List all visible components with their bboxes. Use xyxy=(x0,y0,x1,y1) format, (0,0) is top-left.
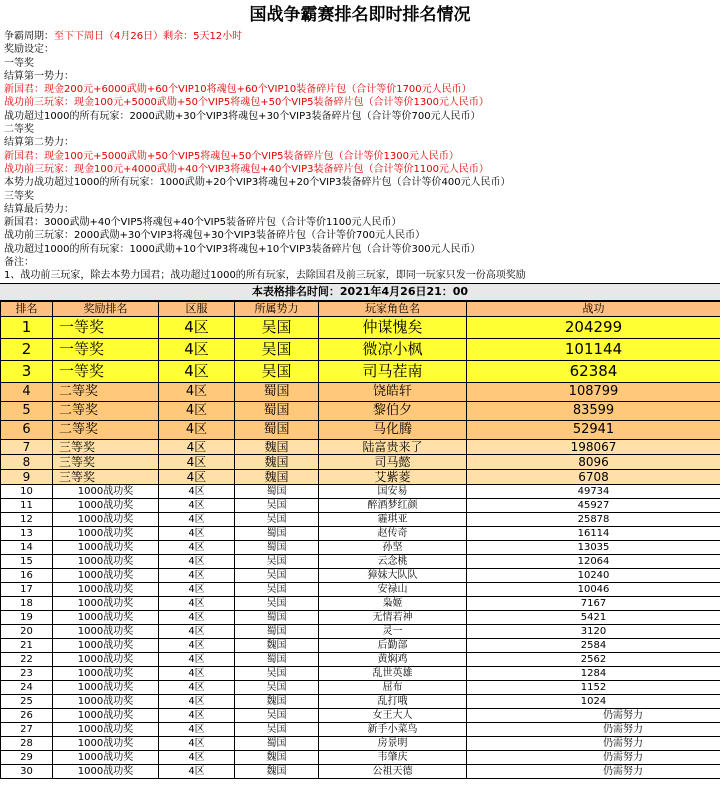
award-cell: 三等奖 xyxy=(53,454,159,469)
merit-cell: 52941 xyxy=(467,420,720,439)
table-row xyxy=(1,624,720,638)
player-name-cell: 后勤部 xyxy=(319,638,467,652)
server-cell: 4区 xyxy=(159,382,235,401)
faction-cell: 魏国 xyxy=(235,469,319,484)
faction-cell: 吴国 xyxy=(235,568,319,582)
period-line xyxy=(4,30,720,43)
table-row xyxy=(1,736,720,750)
server-cell: 4区 xyxy=(159,540,235,554)
player-name-cell: 黎伯夕 xyxy=(319,401,467,420)
column-header: 排名 xyxy=(1,301,53,316)
rank-cell: 30 xyxy=(1,764,53,778)
server-cell: 4区 xyxy=(159,624,235,638)
player-name-cell: 国安易 xyxy=(319,484,467,498)
merit-cell: 204299 xyxy=(467,316,720,338)
table-row xyxy=(1,582,720,596)
table-row xyxy=(1,498,720,512)
merit-cell: 62384 xyxy=(467,360,720,382)
table-row xyxy=(1,638,720,652)
award-cell: 1000战功奖 xyxy=(53,708,159,722)
faction-cell: 蜀国 xyxy=(235,420,319,439)
merit-cell: 10240 xyxy=(467,568,720,582)
award-cell: 二等奖 xyxy=(53,420,159,439)
award-cell: 1000战功奖 xyxy=(53,624,159,638)
merit-cell: 仍需努力 xyxy=(467,764,720,778)
table-row xyxy=(1,568,720,582)
table-row xyxy=(1,484,720,498)
server-cell: 4区 xyxy=(159,484,235,498)
rank-cell: 22 xyxy=(1,652,53,666)
merit-cell: 1024 xyxy=(467,694,720,708)
table-row xyxy=(1,454,720,469)
award-cell: 一等奖 xyxy=(53,316,159,338)
award-cell: 1000战功奖 xyxy=(53,526,159,540)
rank-cell: 1 xyxy=(1,316,53,338)
rank-cell: 23 xyxy=(1,666,53,680)
reward-line: 战功超过1000的所有玩家：1000武勋+10个VIP3将魂包+10个VIP3装备碎片包（合计等价300元人民币） xyxy=(4,243,481,255)
faction-cell: 吴国 xyxy=(235,498,319,512)
faction-cell: 吴国 xyxy=(235,666,319,680)
reward-line: 一等奖 xyxy=(4,57,34,69)
player-name-cell: 女王大人 xyxy=(319,708,467,722)
table-row xyxy=(1,439,720,454)
server-cell: 4区 xyxy=(159,439,235,454)
rank-cell: 26 xyxy=(1,708,53,722)
award-cell: 一等奖 xyxy=(53,338,159,360)
table-row xyxy=(1,382,720,401)
player-name-cell: 屈布 xyxy=(319,680,467,694)
table-row xyxy=(1,401,720,420)
rank-cell: 14 xyxy=(1,540,53,554)
reward-line: 新国君：3000武勋+40个VIP5将魂包+40个VIP5装备碎片包（合计等价1100元人民币） xyxy=(4,217,402,229)
reward-line: 新国君：现金100元+5000武勋+50个VIP5将魂包+50个VIP5装备碎片包（合计等价1300元人民币） xyxy=(4,150,459,162)
faction-cell: 蜀国 xyxy=(235,610,319,624)
award-cell: 一等奖 xyxy=(53,360,159,382)
merit-cell: 49734 xyxy=(467,484,720,498)
rank-cell: 8 xyxy=(1,454,53,469)
server-cell: 4区 xyxy=(159,360,235,382)
period-label: 争霸周期： xyxy=(4,31,54,42)
merit-cell: 5421 xyxy=(467,610,720,624)
award-cell: 1000战功奖 xyxy=(53,750,159,764)
player-name-cell: 陆富贵来了 xyxy=(319,439,467,454)
table-row xyxy=(1,708,720,722)
merit-cell: 101144 xyxy=(467,338,720,360)
table-header-row xyxy=(1,301,720,316)
faction-cell: 吴国 xyxy=(235,722,319,736)
table-row xyxy=(1,360,720,382)
merit-cell: 108799 xyxy=(467,382,720,401)
table-title: 本表格排名时间：2021年4月26日21：00 xyxy=(0,283,720,301)
rank-cell: 17 xyxy=(1,582,53,596)
reward-line: 奖励设定： xyxy=(4,44,54,56)
rank-cell: 10 xyxy=(1,484,53,498)
award-cell: 1000战功奖 xyxy=(53,610,159,624)
award-cell: 1000战功奖 xyxy=(53,638,159,652)
server-cell: 4区 xyxy=(159,401,235,420)
merit-cell: 仍需努力 xyxy=(467,708,720,722)
award-cell: 1000战功奖 xyxy=(53,554,159,568)
reward-line: 1、战功前三玩家，除去本势力国君；战功超过1000的所有玩家，去除国君及前三玩家，即同一玩家只发一份高项奖励 xyxy=(4,270,526,282)
server-cell: 4区 xyxy=(159,316,235,338)
rank-cell: 27 xyxy=(1,722,53,736)
rank-cell: 28 xyxy=(1,736,53,750)
reward-line: 结算第一势力： xyxy=(4,70,74,82)
server-cell: 4区 xyxy=(159,694,235,708)
merit-cell: 10046 xyxy=(467,582,720,596)
reward-lines xyxy=(4,43,720,282)
rank-cell: 5 xyxy=(1,401,53,420)
player-name-cell: 房景明 xyxy=(319,736,467,750)
server-cell: 4区 xyxy=(159,666,235,680)
merit-cell: 198067 xyxy=(467,439,720,454)
reward-line: 三等奖 xyxy=(4,190,34,202)
faction-cell: 吴国 xyxy=(235,708,319,722)
reward-line: 备注： xyxy=(4,257,34,269)
rank-cell: 3 xyxy=(1,360,53,382)
award-cell: 1000战功奖 xyxy=(53,540,159,554)
award-cell: 1000战功奖 xyxy=(53,484,159,498)
player-name-cell: 司马茬南 xyxy=(319,360,467,382)
server-cell: 4区 xyxy=(159,469,235,484)
merit-cell: 3120 xyxy=(467,624,720,638)
server-cell: 4区 xyxy=(159,498,235,512)
table-row xyxy=(1,526,720,540)
award-cell: 1000战功奖 xyxy=(53,568,159,582)
player-name-cell: 乱打哦 xyxy=(319,694,467,708)
player-name-cell: 霾琪亚 xyxy=(319,512,467,526)
reward-line: 结算最后势力： xyxy=(4,203,74,215)
table-row xyxy=(1,338,720,360)
award-cell: 1000战功奖 xyxy=(53,694,159,708)
server-cell: 4区 xyxy=(159,652,235,666)
period-value: 至下下周日（4月26日）剩余：5天12小时 xyxy=(54,31,243,42)
player-name-cell: 云念桃 xyxy=(319,554,467,568)
server-cell: 4区 xyxy=(159,750,235,764)
table-row xyxy=(1,469,720,484)
faction-cell: 吴国 xyxy=(235,582,319,596)
award-cell: 1000战功奖 xyxy=(53,512,159,526)
merit-cell: 12064 xyxy=(467,554,720,568)
merit-cell: 2562 xyxy=(467,652,720,666)
server-cell: 4区 xyxy=(159,736,235,750)
faction-cell: 蜀国 xyxy=(235,652,319,666)
award-cell: 1000战功奖 xyxy=(53,736,159,750)
server-cell: 4区 xyxy=(159,582,235,596)
merit-cell: 6708 xyxy=(467,469,720,484)
faction-cell: 蜀国 xyxy=(235,382,319,401)
server-cell: 4区 xyxy=(159,512,235,526)
table-row xyxy=(1,554,720,568)
rank-cell: 9 xyxy=(1,469,53,484)
rank-cell: 12 xyxy=(1,512,53,526)
player-name-cell: 孙坚 xyxy=(319,540,467,554)
faction-cell: 蜀国 xyxy=(235,736,319,750)
reward-line: 本势力战功超过1000的所有玩家：1000武勋+20个VIP3将魂包+20个VIP3装备碎片包（合计等价400元人民币） xyxy=(4,177,511,189)
award-cell: 1000战功奖 xyxy=(53,596,159,610)
server-cell: 4区 xyxy=(159,708,235,722)
player-name-cell: 乱世英雄 xyxy=(319,666,467,680)
reward-line: 新国君：现金200元+6000武勋+60个VIP10将魂包+60个VIP10装备碎片包（合计等价1700元人民币） xyxy=(4,84,472,96)
rank-cell: 18 xyxy=(1,596,53,610)
faction-cell: 魏国 xyxy=(235,750,319,764)
rank-cell: 13 xyxy=(1,526,53,540)
award-cell: 1000战功奖 xyxy=(53,652,159,666)
table-row xyxy=(1,722,720,736)
table-row xyxy=(1,420,720,439)
merit-cell: 仍需努力 xyxy=(467,736,720,750)
faction-cell: 蜀国 xyxy=(235,401,319,420)
table-row xyxy=(1,652,720,666)
rank-cell: 11 xyxy=(1,498,53,512)
server-cell: 4区 xyxy=(159,764,235,778)
faction-cell: 魏国 xyxy=(235,439,319,454)
award-cell: 1000战功奖 xyxy=(53,722,159,736)
reward-line: 二等奖 xyxy=(4,124,34,136)
table-body xyxy=(1,316,720,778)
player-name-cell: 安禄山 xyxy=(319,582,467,596)
player-name-cell: 无情若神 xyxy=(319,610,467,624)
faction-cell: 蜀国 xyxy=(235,526,319,540)
player-name-cell: 灵一 xyxy=(319,624,467,638)
award-cell: 二等奖 xyxy=(53,382,159,401)
column-header: 奖励排名 xyxy=(53,301,159,316)
merit-cell: 13035 xyxy=(467,540,720,554)
table-row xyxy=(1,764,720,778)
merit-cell: 仍需努力 xyxy=(467,722,720,736)
rank-cell: 15 xyxy=(1,554,53,568)
rank-cell: 24 xyxy=(1,680,53,694)
award-cell: 1000战功奖 xyxy=(53,666,159,680)
player-name-cell: 新手小菜鸟 xyxy=(319,722,467,736)
server-cell: 4区 xyxy=(159,722,235,736)
faction-cell: 吴国 xyxy=(235,316,319,338)
server-cell: 4区 xyxy=(159,638,235,652)
merit-cell: 仍需努力 xyxy=(467,750,720,764)
faction-cell: 吴国 xyxy=(235,338,319,360)
server-cell: 4区 xyxy=(159,680,235,694)
rank-cell: 29 xyxy=(1,750,53,764)
player-name-cell: 艾紫菱 xyxy=(319,469,467,484)
faction-cell: 魏国 xyxy=(235,764,319,778)
faction-cell: 吴国 xyxy=(235,596,319,610)
award-cell: 1000战功奖 xyxy=(53,680,159,694)
player-name-cell: 司马懿 xyxy=(319,454,467,469)
table-row xyxy=(1,680,720,694)
server-cell: 4区 xyxy=(159,338,235,360)
faction-cell: 吴国 xyxy=(235,554,319,568)
table-row xyxy=(1,750,720,764)
column-header: 区服 xyxy=(159,301,235,316)
rank-cell: 20 xyxy=(1,624,53,638)
award-cell: 1000战功奖 xyxy=(53,498,159,512)
merit-cell: 16114 xyxy=(467,526,720,540)
column-header: 战功 xyxy=(467,301,720,316)
merit-cell: 45927 xyxy=(467,498,720,512)
server-cell: 4区 xyxy=(159,454,235,469)
table-row xyxy=(1,666,720,680)
table-row xyxy=(1,596,720,610)
player-name-cell: 微凉小枫 xyxy=(319,338,467,360)
award-cell: 三等奖 xyxy=(53,439,159,454)
player-name-cell: 枭姬 xyxy=(319,596,467,610)
page-title: 国战争霸赛排名即时排名情况 xyxy=(249,5,471,25)
faction-cell: 蜀国 xyxy=(235,484,319,498)
rank-cell: 7 xyxy=(1,439,53,454)
player-name-cell: 公祖天德 xyxy=(319,764,467,778)
merit-cell: 25878 xyxy=(467,512,720,526)
faction-cell: 蜀国 xyxy=(235,540,319,554)
faction-cell: 魏国 xyxy=(235,454,319,469)
reward-info xyxy=(0,30,720,283)
rank-cell: 16 xyxy=(1,568,53,582)
award-cell: 二等奖 xyxy=(53,401,159,420)
rank-cell: 6 xyxy=(1,420,53,439)
ranking-table xyxy=(0,301,720,779)
reward-line: 战功前三玩家：现金100元+5000武勋+50个VIP5将魂包+50个VIP5装备碎片包（合计等价1300元人民币） xyxy=(4,97,489,109)
server-cell: 4区 xyxy=(159,596,235,610)
table-row xyxy=(1,694,720,708)
merit-cell: 1152 xyxy=(467,680,720,694)
award-cell: 1000战功奖 xyxy=(53,764,159,778)
reward-line: 结算第二势力： xyxy=(4,137,74,149)
rank-cell: 25 xyxy=(1,694,53,708)
merit-cell: 7167 xyxy=(467,596,720,610)
player-name-cell: 仲谋愧矣 xyxy=(319,316,467,338)
column-header: 玩家角色名 xyxy=(319,301,467,316)
faction-cell: 魏国 xyxy=(235,694,319,708)
rank-cell: 2 xyxy=(1,338,53,360)
player-name-cell: 韦肇庆 xyxy=(319,750,467,764)
faction-cell: 吴国 xyxy=(235,512,319,526)
reward-line: 战功前三玩家：现金100元+4000武勋+40个VIP3将魂包+40个VIP3装备碎片包（合计等价1100元人民币） xyxy=(4,163,489,175)
server-cell: 4区 xyxy=(159,610,235,624)
award-cell: 三等奖 xyxy=(53,469,159,484)
faction-cell: 魏国 xyxy=(235,638,319,652)
merit-cell: 8096 xyxy=(467,454,720,469)
player-name-cell: 马化腾 xyxy=(319,420,467,439)
table-row xyxy=(1,540,720,554)
reward-line: 战功超过1000的所有玩家：2000武勋+30个VIP3将魂包+30个VIP3装备碎片包（合计等价700元人民币） xyxy=(4,110,481,122)
faction-cell: 吴国 xyxy=(235,360,319,382)
merit-cell: 1284 xyxy=(467,666,720,680)
merit-cell: 2584 xyxy=(467,638,720,652)
reward-line: 战功前三玩家：2000武勋+30个VIP3将魂包+30个VIP3装备碎片包（合计等价700元人民币） xyxy=(4,230,426,242)
player-name-cell: 赵传奇 xyxy=(319,526,467,540)
column-header: 所属势力 xyxy=(235,301,319,316)
server-cell: 4区 xyxy=(159,554,235,568)
award-cell: 1000战功奖 xyxy=(53,582,159,596)
table-row xyxy=(1,316,720,338)
player-name-cell: 黄焖鸡 xyxy=(319,652,467,666)
faction-cell: 吴国 xyxy=(235,680,319,694)
server-cell: 4区 xyxy=(159,526,235,540)
merit-cell: 83599 xyxy=(467,401,720,420)
faction-cell: 蜀国 xyxy=(235,624,319,638)
player-name-cell: 饶皓轩 xyxy=(319,382,467,401)
table-row xyxy=(1,610,720,624)
server-cell: 4区 xyxy=(159,568,235,582)
player-name-cell: 獐妹大队队 xyxy=(319,568,467,582)
rank-cell: 19 xyxy=(1,610,53,624)
rank-cell: 4 xyxy=(1,382,53,401)
server-cell: 4区 xyxy=(159,420,235,439)
table-row xyxy=(1,512,720,526)
player-name-cell: 醉酒梦红颜 xyxy=(319,498,467,512)
rank-cell: 21 xyxy=(1,638,53,652)
